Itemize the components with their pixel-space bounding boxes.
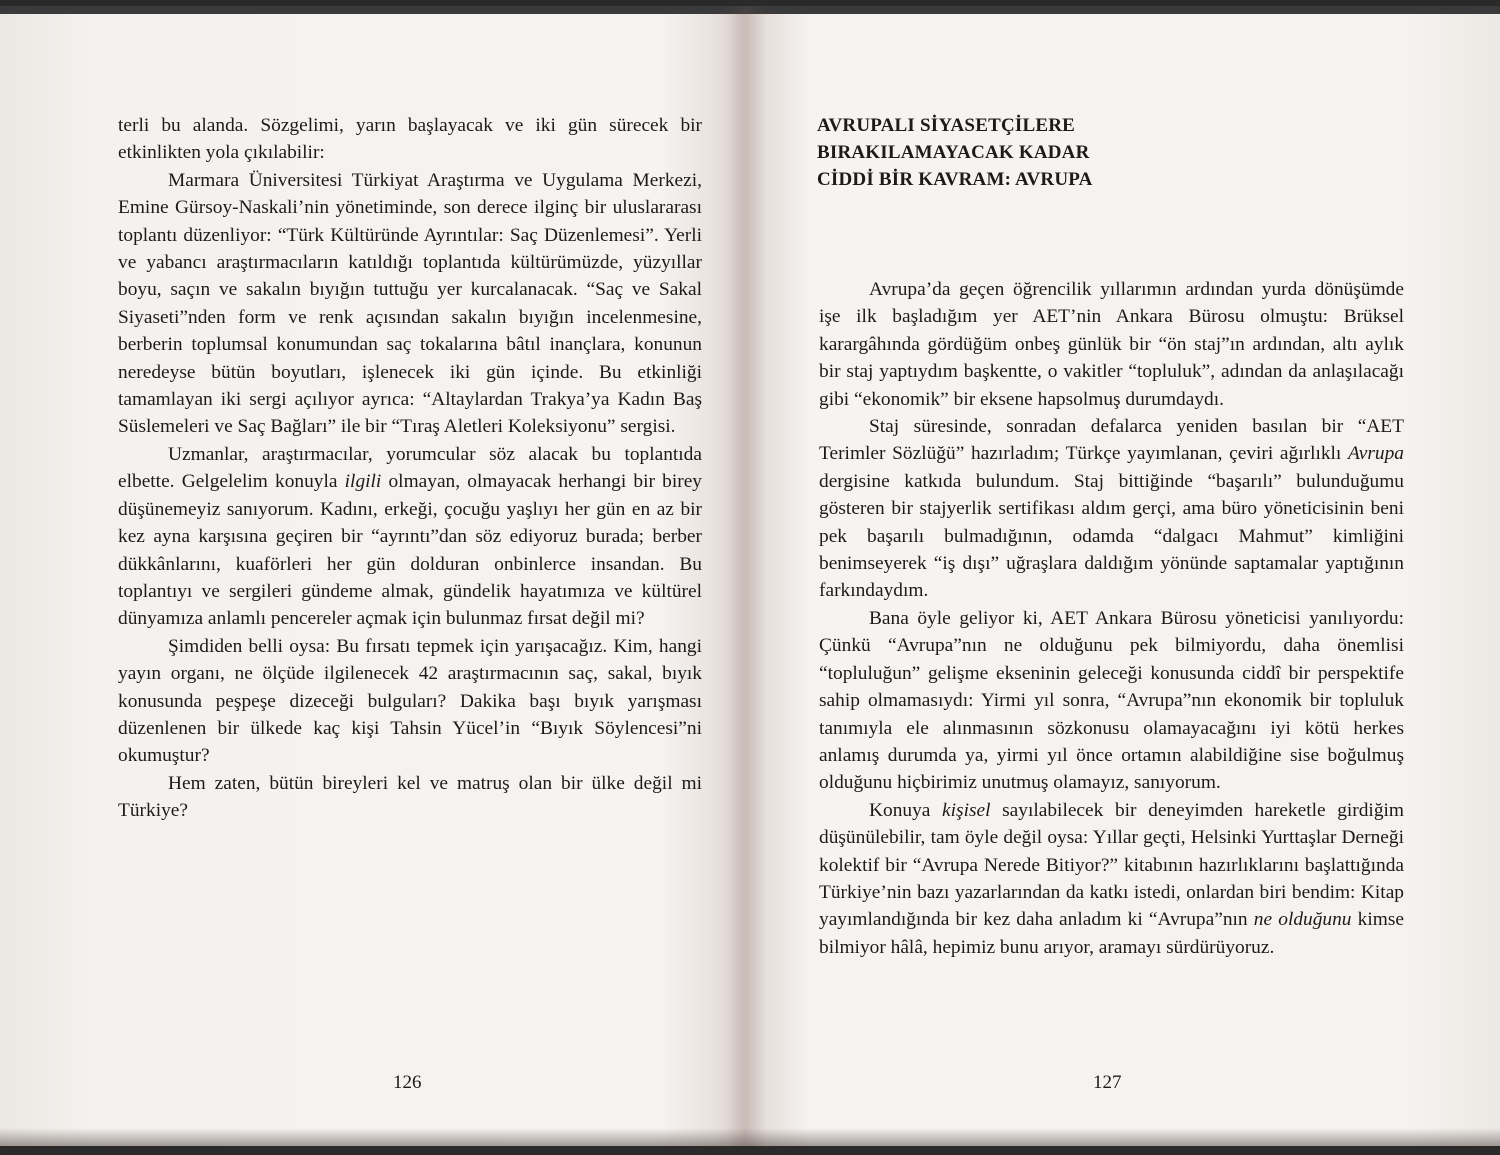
chapter-heading bbox=[817, 112, 1237, 193]
paragraph bbox=[819, 413, 1404, 605]
left-page-body bbox=[118, 112, 702, 825]
text-run: dergisine katkıda bulundum. Staj bittiğinde “başarılı” bulunduğumu gösteren bir stajyerlik sertifikası aldım gerçi, ama büro yöneticisinin beni pek başarılı bulmadığının, odamda “dalgacı Mahmut” kimliğini benimseyerek “iş dışı” uğraşlara daldığım yönünde saptamalar yaptığının farkındaydım. bbox=[819, 470, 1404, 602]
text-run: Hem zaten, bütün bireyleri kel ve matruş olan bir ülke değil mi Türkiye? bbox=[118, 772, 702, 822]
left-page bbox=[0, 6, 745, 1146]
right-page-body bbox=[819, 276, 1404, 961]
paragraph bbox=[118, 167, 702, 441]
italic-text: ne olduğunu bbox=[1253, 909, 1352, 931]
text-run: sayılabilecek bir deneyimden hareketle girdiğim düşünülebilir, tam öyle değil oysa: Yıllar geçti, Helsinki Yurttaşlar Derneği kolektif bir “Avrupa Nerede Bitiyor?” kitabının hazırlıklarını başlattığında Türkiye’nin bazı yazarlarından da katkı istedi, onlardan biri bendim: Kitap yayımlandığında bir kez daha anladım ki “Avrupa”nın bbox=[819, 799, 1404, 931]
right-page bbox=[752, 6, 1500, 1146]
italic-text: kişisel bbox=[942, 799, 991, 821]
paragraph bbox=[118, 441, 702, 633]
paragraph bbox=[819, 276, 1404, 413]
left-page-number: 126 bbox=[393, 1072, 422, 1093]
paragraph bbox=[118, 770, 702, 825]
heading-line: CİDDİ BİR KAVRAM: AVRUPA bbox=[817, 169, 1093, 190]
text-run: Bana öyle geliyor ki, AET Ankara Bürosu yöneticisi yanılıyordu: Çünkü “Avrupa”nın ne olduğunu pek bilmiyordu, daha önemlisi “topluluğun” gelişme ekseninin geleceği konusunda ciddî bir perspektife sahip olmamasıydı: Yirmi yıl sonra, “Avrupa”nın ekonomik bir topluluk tanımıyla ele alınmasının sözkonusu olamayacağını iyi kötü herkes anlamış durumda ya, yirmi yıl önce ortamın alabildiğine sise boğulmuş olduğunu hiçbirimiz unutmuş olamayız, sanıyorum. bbox=[819, 607, 1404, 794]
text-run: Konuya bbox=[869, 799, 943, 821]
text-run: terli bu alanda. Sözgelimi, yarın başlayacak ve iki gün sürecek bir etkinlikten yola çıkılabilir: bbox=[118, 115, 702, 164]
text-run: Avrupa’da geçen öğrencilik yıllarımın ardından yurda dönüşümde işe ilk başladığım yer AET’nin Ankara Bürosu olmuştu: Brüksel karargâhında gördüğüm onbeş günlük bir “ön staj”ın ardından, altı aylık bir staj yaptıydım başkentte, o vakitler “topluluk”, adından da anlaşılacağı gibi “ekonomik” bir eksene hapsolmuş durumdaydı. bbox=[819, 279, 1404, 410]
book-spread bbox=[0, 6, 1500, 1146]
heading-line: AVRUPALI SİYASETÇİLERE bbox=[817, 115, 1075, 136]
italic-text: ilgili bbox=[344, 471, 382, 493]
italic-text: Avrupa bbox=[1347, 443, 1404, 465]
paragraph bbox=[118, 633, 702, 770]
paragraph bbox=[118, 112, 702, 167]
paragraph bbox=[819, 797, 1404, 961]
text-run: olmayan, olmayacak herhangi bir birey düşünemeyiz sanıyorum. Kadını, erkeği, çocuğu yaşlıyı her gün en az bir kez ayna karşısına geçiren bir “ayrıntı”dan söz ediyoruz burada; berber dükkânlarını, kuaförleri her gün dolduran onbinlerce insandan. Bu toplantıyı ve sergileri gündeme almak, gündelik hayatımıza ve kültürel dünyamıza anlamlı pencereler açmak için bulunmaz fırsat değil mi? bbox=[118, 471, 702, 630]
bottom-edge-shadow bbox=[0, 1128, 1500, 1146]
text-run: Uzmanlar, araştırmacılar, yorumcular söz alacak bu toplantıda elbette. Gelgelelim konuyla bbox=[118, 443, 702, 493]
right-page-number: 127 bbox=[1093, 1072, 1122, 1093]
text-run: kimse bilmiyor hâlâ, hepimiz bunu arıyor, aramayı sürdürüyoruz. bbox=[819, 909, 1404, 958]
text-run: Staj süresinde, sonradan defalarca yeniden basılan bir “AET Terimler Sözlüğü” hazırladım; Türkçe yayımlanan, çeviri ağırlıklı bbox=[819, 416, 1404, 465]
heading-line: BIRAKILAMAYACAK KADAR bbox=[817, 142, 1090, 163]
text-run: Şimdiden belli oysa: Bu fırsatı tepmek için yarışacağız. Kim, hangi yayın organı, ne ölçüde ilgilenecek 42 araştırmacının saç, sakal, bıyık konusunda peşpeşe dizeceği bulguları? Dakika başı bıyık yarışması düzenlenen bir ülkede kaç kişi Tahsin Yücel’in “Bıyık Söylencesi”ni okumuştur? bbox=[118, 635, 702, 767]
paragraph bbox=[819, 605, 1404, 797]
text-run: Marmara Üniversitesi Türkiyat Araştırma ve Uygulama Merkezi, Emine Gürsoy-Naskali’nin yönetiminde, son derece ilginç bir uluslararası toplantı düzenliyor: “Türk Kültüründe Ayrıntılar: Saç Düzenlemesi”. Yerli ve yabancı araştırmacıların katıldığı toplantıda kültürümüzde, yüzyıllar boyu, saçın ve sakalın bıyığın tuttuğu yer kurcalanacak. “Saç ve Sakal Siyaseti”nden form ve renk açısından sakalın bıyığın incelenmesine, berberin toplumsal konumundan saç tokalarına bâtıl inançlara, konunun neredeyse bütün boyutları, işlenecek iki gün içinde. Bu etkinliği tamamlayan iki sergi açılıyor ayrıca: “Altaylardan Trakya’ya Kadın Baş Süslemeleri ve Saç Bağları” ile bir “Tıraş Aletleri Koleksiyonu” sergisi. bbox=[118, 169, 702, 438]
